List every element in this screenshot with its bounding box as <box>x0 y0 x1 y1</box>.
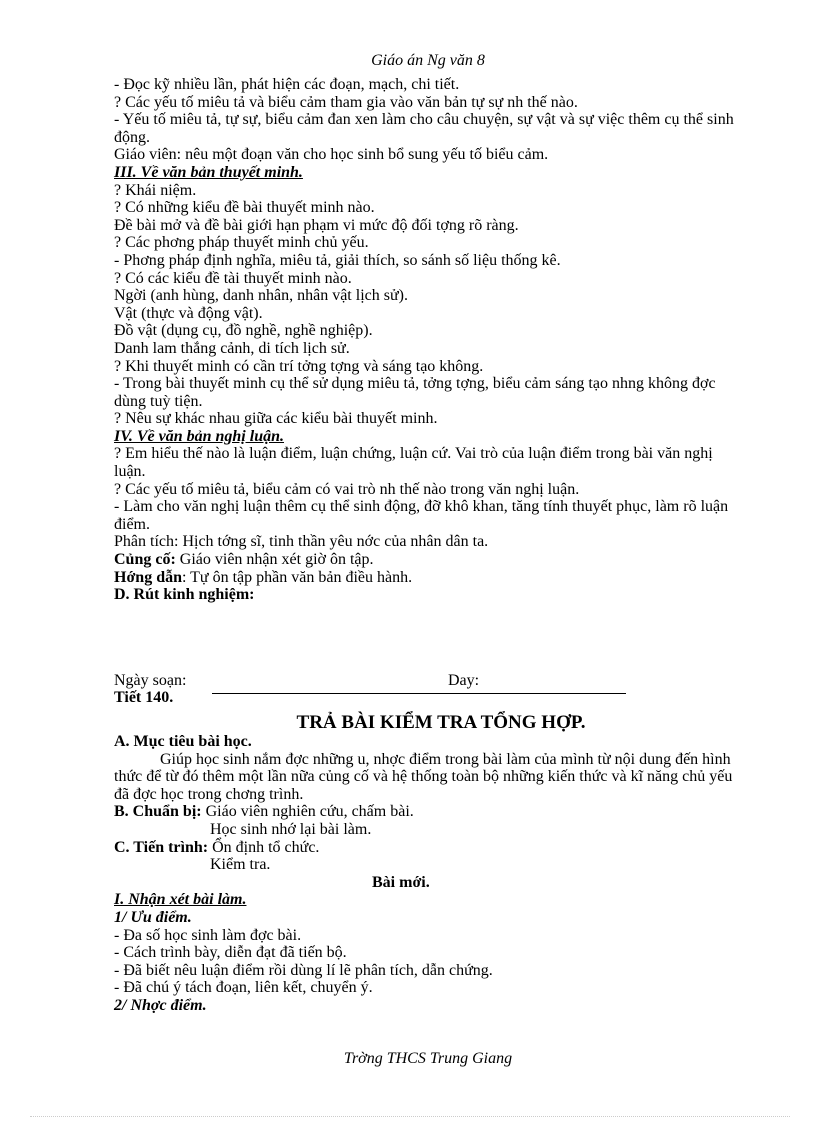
text-line: ? Có các kiểu đề tài thuyết minh nào. <box>114 269 352 287</box>
text-line: - Trong bài thuyết minh cụ thể sử dụng miêu tả, tởng tợng, biểu cảm sáng tạo nhng không đợc dùng tuỳ tiện. <box>114 375 716 410</box>
spacer <box>114 604 744 672</box>
text-line: - Yếu tố miêu tả, tự sự, biểu cảm đan xen làm cho câu chuyện, sự vật và sự việc thêm cụ thể sinh động. <box>114 111 734 146</box>
page-header: Giáo án Ng văn 8 <box>371 52 485 69</box>
cung-co-line <box>114 551 744 569</box>
text-line: ? Các phơng pháp thuyết minh chủ yếu. <box>114 234 369 252</box>
text-line: Đồ vật (dụng cụ, đồ nghề, nghề nghiệp). <box>114 322 373 340</box>
text-line: Giáo viên: nêu một đoạn văn cho học sinh bổ sung yếu tố biểu cảm. <box>114 146 549 164</box>
text-line: ? Em hiểu thế nào là luận điểm, luận chứng, luận cứ. Vai trò của luận điểm trong bài văn nghị luận. <box>114 445 713 481</box>
uu-diem-heading: 1/ Ưu điểm. <box>114 908 192 926</box>
huong-dan-text: : Tự ôn tập phần văn bản điều hành. <box>182 568 413 586</box>
chuan-bi-label: B. Chuẩn bị: <box>114 803 202 821</box>
chuan-bi-line <box>114 803 744 821</box>
document-body <box>114 76 744 1015</box>
chuan-bi-text-2: Học sinh nhớ lại bài làm. <box>210 820 372 838</box>
cung-co-text: Giáo viên nhận xét giờ ôn tập. <box>175 551 374 569</box>
nhuoc-diem-heading: 2/ Nhợc điểm. <box>114 996 207 1014</box>
text-line: - Đã chú ý tách đoạn, liên kết, chuyển ý. <box>114 979 373 997</box>
text-line: ? Khái niệm. <box>114 181 197 199</box>
tien-trinh-line <box>114 839 744 857</box>
ngay-soan-label: Ngày soạn: <box>114 671 187 689</box>
text-line: ? Nêu sự khác nhau giữa các kiểu bài thuyết minh. <box>114 410 438 428</box>
date-line <box>114 672 744 690</box>
text-line: Đề bài mở và đề bài giới hạn phạm vi mức độ đối tợng rõ ràng. <box>114 216 519 234</box>
text-line: ? Các yếu tố miêu tả, biểu cảm có vai trò nh thế nào trong văn nghị luận. <box>114 480 580 498</box>
muc-tieu-heading: A. Mục tiêu bài học. <box>114 733 252 750</box>
huong-dan-label: Hớng dẫn <box>114 568 182 586</box>
text-line: ? Các yếu tố miêu tả và biểu cảm tham gia vào văn bản tự sự nh thế nào. <box>114 93 578 111</box>
text-line: ? Có những kiểu đề bài thuyết minh nào. <box>114 199 375 217</box>
day-label: Day: <box>448 671 480 689</box>
text-line: - Làm cho văn nghị luận thêm cụ thể sinh động, đỡ khô khan, tăng tính thuyết phục, làm rõ luận điểm. <box>114 498 729 533</box>
tien-trinh-label: C. Tiến trình: <box>114 838 209 856</box>
rut-kinh-nghiem: D. Rút kinh nghiệm: <box>114 586 255 604</box>
text-line: - Đọc kỹ nhiều lần, phát hiện các đoạn, mạch, chi tiết. <box>114 76 460 93</box>
text-line: Vật (thực và động vật). <box>114 304 263 322</box>
separator-line <box>212 693 626 694</box>
tien-trinh-text-2: Kiểm tra. <box>210 856 271 874</box>
text-line: Danh lam thắng cảnh, di tích lịch sử. <box>114 339 350 357</box>
text-line: ? Khi thuyết minh có cần trí tởng tợng và sáng tạo không. <box>114 357 484 375</box>
text-line: - Đã biết nêu luận điểm rồi dùng lí lẽ phân tích, dẫn chứng. <box>114 961 493 979</box>
text-line: - Cách trình bày, diễn đạt đã tiến bộ. <box>114 944 347 962</box>
nhan-xet-heading: I. Nhận xét bài làm. <box>114 891 247 909</box>
tien-trinh-text: Ổn định tổ chức. <box>208 838 320 856</box>
text-line: - Phơng pháp định nghĩa, miêu tả, giải thích, so sánh số liệu thống kê. <box>114 251 561 269</box>
cung-co-label: Củng cố: <box>114 551 176 569</box>
huong-dan-line <box>114 569 744 587</box>
tiet-label: Tiết 140. <box>114 689 174 707</box>
lesson-title: TRẢ BÀI KIỂM TRA TỔNG HỢP. <box>296 712 586 733</box>
text-line: Ngời (anh hùng, danh nhân, nhân vật lịch sử). <box>114 287 408 305</box>
bai-moi-heading: Bài mới. <box>372 873 430 891</box>
section-heading-nghi-luan: IV. Về văn bản nghị luận. <box>114 427 284 445</box>
muc-tieu-text: Giúp học sinh nắm đợc những u, nhợc điểm trong bài làm của mình từ nội dung đến hình thức để từ đó thêm một lần nữa củng cố và hệ thống toàn bộ những kiến thức và kĩ năng chủ yếu đã đợc học trong chơng trình. <box>114 750 733 803</box>
text-line: - Đa số học sinh làm đợc bài. <box>114 926 302 944</box>
text-line: Phân tích: Hịch tớng sĩ, tinh thần yêu nớc của nhân dân ta. <box>114 533 489 551</box>
section-heading-thuyet-minh: III. Về văn bản thuyết minh. <box>114 163 303 181</box>
chuan-bi-text: Giáo viên nghiên cứu, chấm bài. <box>201 803 414 821</box>
page-footer: Trờng THCS Trung Giang <box>343 1050 513 1067</box>
page-edge-dotted <box>30 1116 790 1117</box>
